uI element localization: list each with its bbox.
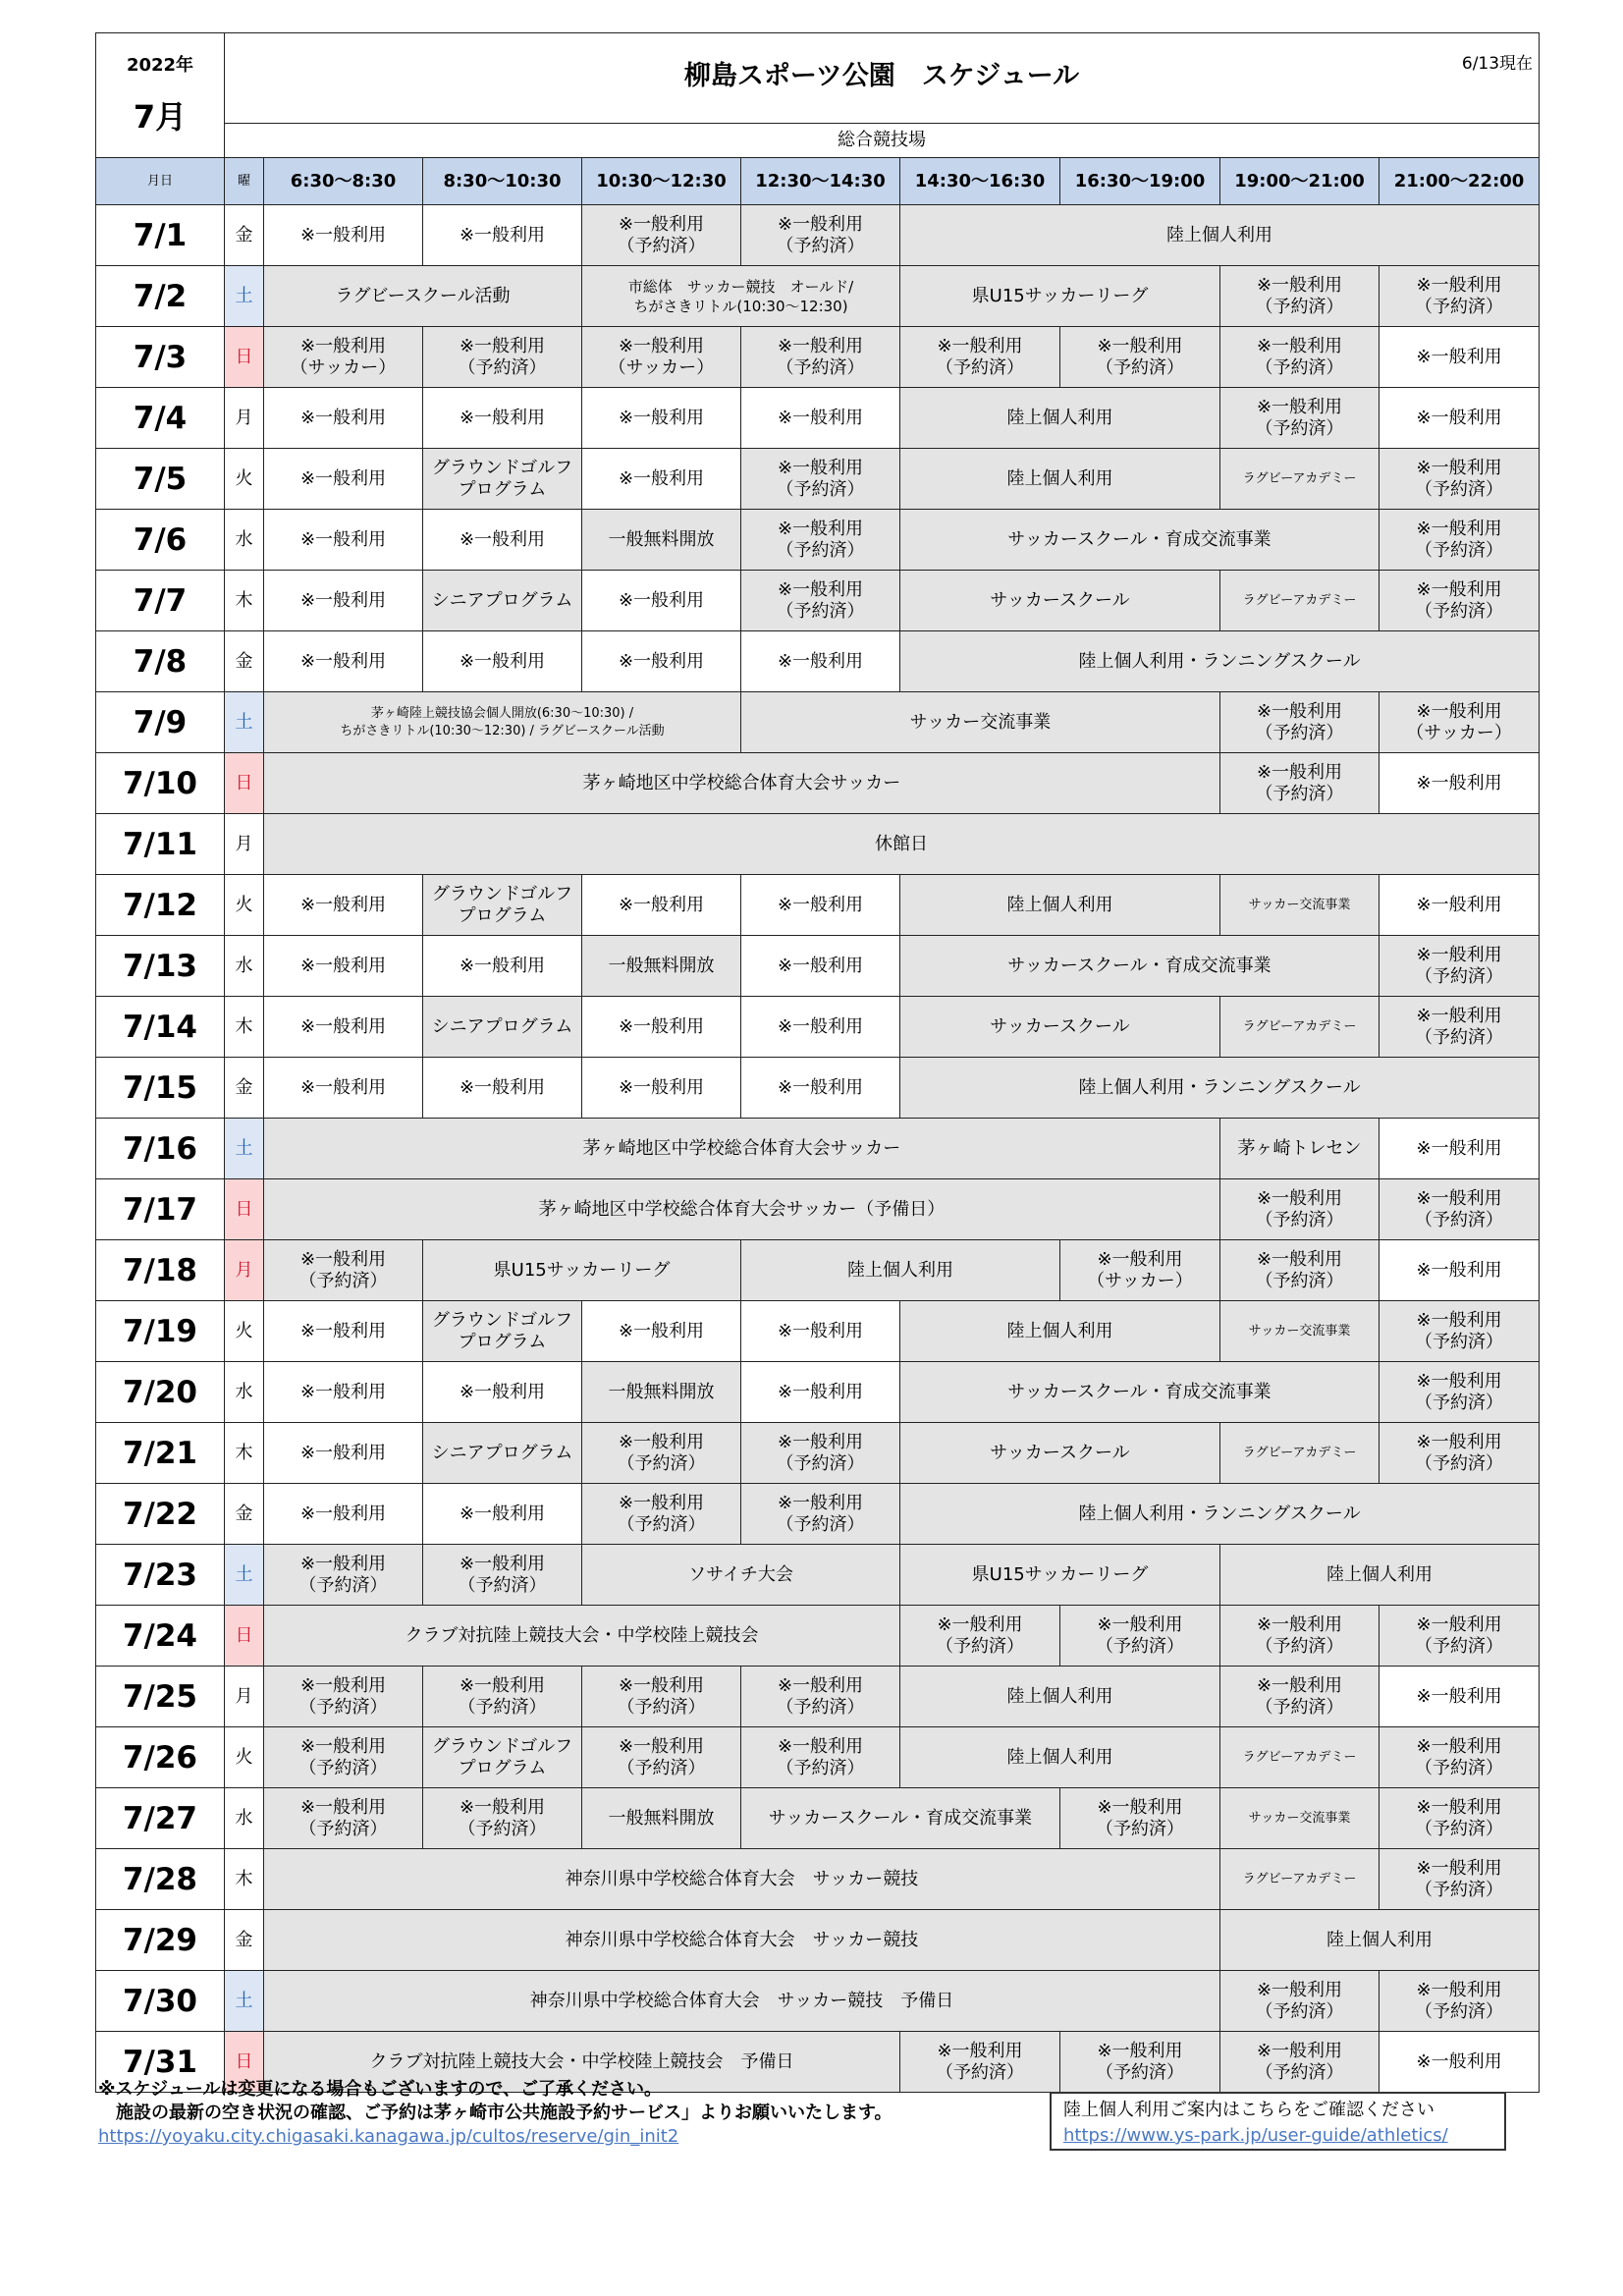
column-header-row [96,158,1540,205]
slot-cell: ※一般利用 [423,631,582,692]
schedule-row [96,266,1540,327]
schedule-row [96,1179,1540,1240]
schedule-row [96,631,1540,692]
schedule-row [96,1362,1540,1423]
slot-cell: 茅ヶ崎トレセン [1220,1119,1380,1179]
time-slot-header: 10:30～12:30 [582,158,741,205]
slot-cell: ※一般利用 [582,875,741,936]
slot-cell: ※一般利用 [741,997,900,1058]
athletics-info-link[interactable]: https://www.ys-park.jp/user-guide/athletics/ [1063,2125,1448,2146]
schedule-row [96,449,1540,510]
slot-cell: ※一般利用 [264,388,423,449]
slot-cell: ※一般利用 [423,936,582,997]
slot-cell: 県U15サッカーリーグ [900,1545,1220,1606]
title-cell [225,33,1540,124]
schedule-row [96,1484,1540,1545]
slot-cell: ※一般利用 [741,1301,900,1362]
schedule-row [96,1119,1540,1179]
slot-cell: ※一般利用 [582,1301,741,1362]
weekday-cell: 火 [225,875,264,936]
slot-cell: 茅ヶ崎地区中学校総合体育大会サッカー [264,753,1220,814]
slot-cell: ※一般利用 （予約済） [1380,1788,1540,1849]
slot-cell: ラグビーアカデミー [1220,1727,1380,1788]
slot-cell: ※一般利用 （予約済） [1220,1179,1380,1240]
date-cell: 7/26 [96,1727,225,1788]
slot-cell: 休館日 [264,814,1540,875]
slot-cell: ※一般利用 （予約済） [1380,1362,1540,1423]
slot-cell: ソサイチ大会 [582,1545,900,1606]
slot-cell: ※一般利用 [582,1058,741,1119]
slot-cell: ※一般利用 （サッカー） [1380,692,1540,753]
schedule-row [96,753,1540,814]
weekday-cell: 日 [225,327,264,388]
weekday-cell: 火 [225,1727,264,1788]
slot-cell: ※一般利用 （予約済） [1060,327,1220,388]
date-cell: 7/2 [96,266,225,327]
slot-cell: 陸上個人利用・ランニングスクール [900,1484,1540,1545]
slot-cell: ※一般利用 （予約済） [741,1484,900,1545]
slot-cell: ※一般利用 [264,510,423,571]
slot-cell: ※一般利用 （予約済） [900,2032,1060,2093]
slot-cell: ※一般利用 [1380,753,1540,814]
date-cell: 7/10 [96,753,225,814]
weekday-cell: 日 [225,2032,264,2093]
as-of-date: 6/13現在 [1461,54,1534,74]
slot-cell: ※一般利用 [264,875,423,936]
slot-cell: ※一般利用 [264,571,423,631]
slot-cell: ※一般利用 （予約済） [582,1484,741,1545]
weekday-cell: 月 [225,388,264,449]
date-cell: 7/1 [96,205,225,266]
athletics-info-text: 陸上個人利用ご案内はこちらをご確認ください [1063,2100,1434,2120]
slot-cell: ※一般利用 （予約済） [1380,1301,1540,1362]
slot-cell: ※一般利用 （予約済） [1380,997,1540,1058]
slot-cell: ※一般利用 （予約済） [1380,449,1540,510]
time-slot-header: 14:30～16:30 [900,158,1060,205]
slot-cell: ※一般利用 [741,936,900,997]
note-line-2: 施設の最新の空き状況の確認、ご予約は茅ヶ崎市公共施設予約サービス」よりお願いいたします。 [98,2103,893,2123]
slot-cell: ※一般利用 （予約済） [741,1727,900,1788]
slot-cell: ※一般利用 （予約済） [1220,1240,1380,1301]
slot-cell: 陸上個人利用 [900,388,1220,449]
slot-cell: ※一般利用 [1380,2032,1540,2093]
schedule-row [96,1910,1540,1971]
slot-cell: ※一般利用 [423,388,582,449]
slot-cell: 神奈川県中学校総合体育大会 サッカー競技 [264,1910,1220,1971]
slot-cell: グラウンドゴルフ プログラム [423,875,582,936]
date-cell: 7/23 [96,1545,225,1606]
weekday-cell: 日 [225,753,264,814]
slot-cell: ※一般利用 （予約済） [741,1423,900,1484]
slot-cell: ※一般利用 [264,1058,423,1119]
slot-cell: シニアプログラム [423,1423,582,1484]
time-slot-header: 8:30～10:30 [423,158,582,205]
schedule-row [96,1606,1540,1667]
title-row [96,33,1540,124]
slot-cell: ※一般利用 [1380,1240,1540,1301]
time-slot-header: 21:00～22:00 [1380,158,1540,205]
weekday-cell: 水 [225,1362,264,1423]
weekday-cell: 金 [225,205,264,266]
slot-cell: グラウンドゴルフ プログラム [423,449,582,510]
slot-cell: ※一般利用 （予約済） [1380,571,1540,631]
slot-cell: 県U15サッカーリーグ [900,266,1220,327]
date-cell: 7/6 [96,510,225,571]
date-cell: 7/29 [96,1910,225,1971]
date-cell: 7/31 [96,2032,225,2093]
slot-cell: 陸上個人利用 [900,449,1220,510]
slot-cell: サッカースクール [900,997,1220,1058]
slot-cell: 陸上個人利用 [900,875,1220,936]
slot-cell: 一般無料開放 [582,1362,741,1423]
weekday-cell: 月 [225,814,264,875]
date-cell: 7/22 [96,1484,225,1545]
schedule-row [96,1545,1540,1606]
weekday-cell: 木 [225,1423,264,1484]
slot-cell: ※一般利用 [741,875,900,936]
schedule-row [96,692,1540,753]
date-cell: 7/25 [96,1667,225,1727]
schedule-row [96,388,1540,449]
date-cell: 7/11 [96,814,225,875]
slot-cell: ※一般利用 （予約済） [423,1667,582,1727]
time-slot-header: 12:30～14:30 [741,158,900,205]
slot-cell: ※一般利用 [582,449,741,510]
facility-row [96,123,1540,157]
date-cell: 7/7 [96,571,225,631]
weekday-cell: 日 [225,1179,264,1240]
slot-cell: ラグビーアカデミー [1220,997,1380,1058]
weekday-cell: 金 [225,1910,264,1971]
slot-cell: ※一般利用 （予約済） [264,1788,423,1849]
slot-cell: ※一般利用 [264,997,423,1058]
slot-cell: シニアプログラム [423,571,582,631]
date-cell: 7/3 [96,327,225,388]
slot-cell: クラブ対抗陸上競技大会・中学校陸上競技会 予備日 [264,2032,900,2093]
slot-cell: ※一般利用 （予約済） [1220,1667,1380,1727]
slot-cell: ※一般利用 （予約済） [741,327,900,388]
slot-cell: ※一般利用 （予約済） [1380,1971,1540,2032]
schedule-row [96,814,1540,875]
schedule-row [96,1788,1540,1849]
slot-cell: 一般無料開放 [582,1788,741,1849]
slot-cell: ※一般利用 [582,631,741,692]
year-label: 2022年 [126,55,194,76]
month-label: 7月 [133,98,188,136]
date-cell: 7/30 [96,1971,225,2032]
slot-cell: ※一般利用 （予約済） [1380,1849,1540,1910]
page-title: 柳島スポーツ公園 スケジュール [683,60,1080,91]
slot-cell: 陸上個人利用 [1220,1910,1540,1971]
slot-cell: ※一般利用 （予約済） [1220,327,1380,388]
weekday-cell: 土 [225,266,264,327]
schedule-row [96,1423,1540,1484]
weekday-cell: 水 [225,936,264,997]
slot-cell: ※一般利用 [1380,327,1540,388]
weekday-cell: 金 [225,631,264,692]
slot-cell: ※一般利用 （予約済） [423,1788,582,1849]
slot-cell: 陸上個人利用 [1220,1545,1540,1606]
weekday-cell: 水 [225,1788,264,1849]
date-cell: 7/16 [96,1119,225,1179]
schedule-row [96,327,1540,388]
slot-cell: ※一般利用 （予約済） [582,1667,741,1727]
slot-cell: サッカー交流事業 [1220,1301,1380,1362]
slot-cell: ※一般利用 （予約済） [1380,510,1540,571]
slot-cell: ※一般利用 （サッカー） [582,327,741,388]
weekday-column-header: 曜 [225,158,264,205]
date-cell: 7/5 [96,449,225,510]
slot-cell: ラグビーアカデミー [1220,1849,1380,1910]
slot-cell: 陸上個人利用 [900,205,1540,266]
slot-cell: 県U15サッカーリーグ [423,1240,741,1301]
slot-cell: ※一般利用 （予約済） [423,327,582,388]
date-cell: 7/21 [96,1423,225,1484]
weekday-cell: 日 [225,1606,264,1667]
slot-cell: 陸上個人利用・ランニングスクール [900,631,1540,692]
date-cell: 7/12 [96,875,225,936]
slot-cell: サッカースクール [900,571,1220,631]
slot-cell: ラグビーアカデミー [1220,449,1380,510]
slot-cell: ※一般利用 （予約済） [1220,1971,1380,2032]
slot-cell: ※一般利用 （サッカー） [264,327,423,388]
slot-cell: ※一般利用 （予約済） [1220,692,1380,753]
date-cell: 7/20 [96,1362,225,1423]
slot-cell: シニアプログラム [423,997,582,1058]
schedule-row [96,510,1540,571]
weekday-cell: 月 [225,1240,264,1301]
note-line-1: ※スケジュールは変更になる場合もございますので、ご了承ください。 [98,2079,663,2100]
weekday-cell: 金 [225,1058,264,1119]
weekday-cell: 火 [225,1301,264,1362]
weekday-cell: 木 [225,1849,264,1910]
slot-cell: ※一般利用 [264,1484,423,1545]
slot-cell: サッカースクール [900,1423,1220,1484]
slot-cell: 一般無料開放 [582,936,741,997]
weekday-cell: 木 [225,571,264,631]
time-slot-header: 19:00～21:00 [1220,158,1380,205]
slot-cell: サッカー交流事業 [1220,1788,1380,1849]
date-cell: 7/17 [96,1179,225,1240]
slot-cell: ※一般利用 [1380,1667,1540,1727]
slot-cell: 神奈川県中学校総合体育大会 サッカー競技 予備日 [264,1971,1220,2032]
schedule-row [96,1849,1540,1910]
facility-name: 総合競技場 [225,123,1540,157]
slot-cell: サッカースクール・育成交流事業 [741,1788,1060,1849]
slot-cell: ※一般利用 （予約済） [1380,1606,1540,1667]
weekday-cell: 火 [225,449,264,510]
slot-cell: ※一般利用 （予約済） [741,1667,900,1727]
slot-cell: ※一般利用 [423,1362,582,1423]
date-cell: 7/14 [96,997,225,1058]
schedule-row [96,997,1540,1058]
slot-cell: 陸上個人利用 [900,1667,1220,1727]
slot-cell: ※一般利用 [1380,1119,1540,1179]
slot-cell: ラグビーアカデミー [1220,571,1380,631]
slot-cell: ※一般利用 [264,1423,423,1484]
date-cell: 7/24 [96,1606,225,1667]
slot-cell: ※一般利用 （予約済） [1380,936,1540,997]
slot-cell: ※一般利用 [741,1058,900,1119]
slot-cell: ※一般利用 （予約済） [1380,1179,1540,1240]
slot-cell: サッカー交流事業 [741,692,1220,753]
slot-cell: ※一般利用 （予約済） [741,449,900,510]
slot-cell: ※一般利用 [1380,388,1540,449]
slot-cell: ※一般利用 （予約済） [1380,1727,1540,1788]
slot-cell: ※一般利用 [264,449,423,510]
slot-cell: ※一般利用 [264,1301,423,1362]
slot-cell: ※一般利用 （予約済） [900,327,1060,388]
slot-cell: ※一般利用 （予約済） [1220,266,1380,327]
time-slot-header: 6:30～8:30 [264,158,423,205]
schedule-row [96,936,1540,997]
slot-cell: 神奈川県中学校総合体育大会 サッカー競技 [264,1849,1220,1910]
slot-cell: ※一般利用 [1380,875,1540,936]
slot-cell: ※一般利用 （予約済） [900,1606,1060,1667]
slot-cell: ※一般利用 （予約済） [1220,753,1380,814]
weekday-cell: 土 [225,1545,264,1606]
slot-cell: ※一般利用 （予約済） [1060,2032,1220,2093]
slot-cell: ※一般利用 [264,631,423,692]
slot-cell: 市総体 サッカー競技 オールド/ ちがさきリトル(10:30～12:30) [582,266,900,327]
date-cell: 7/18 [96,1240,225,1301]
slot-cell: ※一般利用 （予約済） [741,205,900,266]
slot-cell: ※一般利用 （予約済） [582,1727,741,1788]
slot-cell: ※一般利用 （予約済） [264,1545,423,1606]
slot-cell: サッカースクール・育成交流事業 [900,510,1380,571]
schedule-row [96,1667,1540,1727]
slot-cell: サッカースクール・育成交流事業 [900,1362,1380,1423]
slot-cell: ラグビーアカデミー [1220,1423,1380,1484]
slot-cell: ※一般利用 [741,1362,900,1423]
weekday-cell: 土 [225,1119,264,1179]
slot-cell: ※一般利用 [423,205,582,266]
schedule-row [96,1058,1540,1119]
slot-cell: ※一般利用 （予約済） [1220,388,1380,449]
date-cell: 7/9 [96,692,225,753]
slot-cell: ※一般利用 （予約済） [264,1667,423,1727]
schedule-row [96,205,1540,266]
slot-cell: ※一般利用 （予約済） [264,1240,423,1301]
slot-cell: ※一般利用 [582,571,741,631]
schedule-row [96,1971,1540,2032]
slot-cell: ※一般利用 （予約済） [1060,1788,1220,1849]
slot-cell: 陸上個人利用 [741,1240,1060,1301]
slot-cell: ※一般利用 [582,997,741,1058]
year-month-cell [96,33,225,158]
slot-cell: ※一般利用 （予約済） [741,510,900,571]
date-cell: 7/27 [96,1788,225,1849]
notes [98,2078,1041,2149]
slot-cell: 陸上個人利用・ランニングスクール [900,1058,1540,1119]
slot-cell: ※一般利用 （予約済） [582,1423,741,1484]
slot-cell: 茅ヶ崎陸上競技協会個人開放(6:30～10:30) / ちがさきリトル(10:30～12:30) / ラグビースクール活動 [264,692,741,753]
slot-cell: ※一般利用 [741,388,900,449]
date-cell: 7/15 [96,1058,225,1119]
slot-cell: サッカースクール・育成交流事業 [900,936,1380,997]
slot-cell: 茅ヶ崎地区中学校総合体育大会サッカー [264,1119,1220,1179]
weekday-cell: 土 [225,692,264,753]
slot-cell: 陸上個人利用 [900,1301,1220,1362]
weekday-cell: 水 [225,510,264,571]
slot-cell: グラウンドゴルフ プログラム [423,1301,582,1362]
schedule-row [96,571,1540,631]
schedule-row [96,1727,1540,1788]
slot-cell: ※一般利用 （予約済） [1060,1606,1220,1667]
weekday-cell: 月 [225,1667,264,1727]
slot-cell: ※一般利用 （予約済） [423,1545,582,1606]
slot-cell: ※一般利用 [264,936,423,997]
slot-cell: ※一般利用 [264,205,423,266]
slot-cell: サッカー交流事業 [1220,875,1380,936]
slot-cell: ※一般利用 [741,631,900,692]
slot-cell: ※一般利用 （予約済） [1220,1606,1380,1667]
weekday-cell: 金 [225,1484,264,1545]
weekday-cell: 土 [225,1971,264,2032]
slot-cell: ※一般利用 [264,1362,423,1423]
slot-cell: グラウンドゴルフ プログラム [423,1727,582,1788]
schedule-row [96,1301,1540,1362]
slot-cell: 一般無料開放 [582,510,741,571]
slot-cell: ※一般利用 [582,388,741,449]
schedule-row [96,1240,1540,1301]
reservation-link[interactable]: https://yoyaku.city.chigasaki.kanagawa.jp/cultos/reserve/gin_init2 [98,2126,679,2147]
slot-cell: ※一般利用 （予約済） [582,205,741,266]
slot-cell: ※一般利用 [423,1484,582,1545]
slot-cell: ※一般利用 [423,510,582,571]
slot-cell: ラグビースクール活動 [264,266,582,327]
slot-cell: 茅ヶ崎地区中学校総合体育大会サッカー（予備日） [264,1179,1220,1240]
date-column-header: 月日 [96,158,225,205]
slot-cell: ※一般利用 （予約済） [741,571,900,631]
schedule-table [95,32,1540,2093]
date-cell: 7/4 [96,388,225,449]
date-cell: 7/13 [96,936,225,997]
slot-cell: クラブ対抗陸上競技大会・中学校陸上競技会 [264,1606,900,1667]
slot-cell: ※一般利用 （予約済） [1380,1423,1540,1484]
slot-cell: ※一般利用 [423,1058,582,1119]
weekday-cell: 木 [225,997,264,1058]
date-cell: 7/28 [96,1849,225,1910]
time-slot-header: 16:30～19:00 [1060,158,1220,205]
date-cell: 7/8 [96,631,225,692]
slot-cell: ※一般利用 （予約済） [264,1727,423,1788]
athletics-info-box [1050,2092,1506,2151]
slot-cell: ※一般利用 （予約済） [1220,2032,1380,2093]
slot-cell: 陸上個人利用 [900,1727,1220,1788]
slot-cell: ※一般利用 （予約済） [1380,266,1540,327]
slot-cell: ※一般利用 （サッカー） [1060,1240,1220,1301]
date-cell: 7/19 [96,1301,225,1362]
schedule-row [96,875,1540,936]
